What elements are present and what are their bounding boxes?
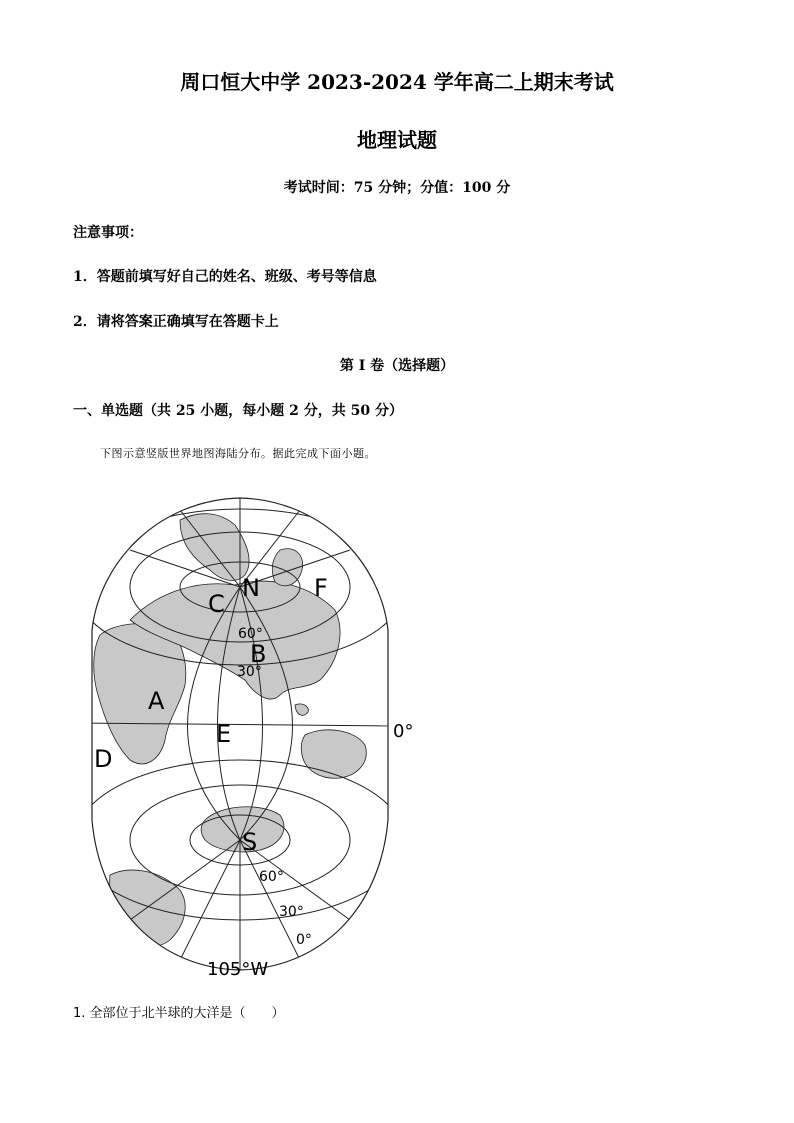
- land-indonesia: [295, 704, 308, 715]
- lat-30-north-label: 30°: [237, 664, 262, 680]
- exam-info: 考试时间：75 分钟；分值：100 分: [283, 180, 511, 196]
- map-label-b: B: [250, 640, 267, 668]
- map-label-e: E: [216, 720, 232, 748]
- notes-heading: 注意事项：: [73, 225, 143, 241]
- land-australia: [301, 730, 366, 778]
- map-label-a: A: [148, 687, 165, 715]
- map-label-d: D: [94, 745, 113, 773]
- question-1: 1. 全部位于北半球的大洋是（ ）: [73, 1006, 285, 1021]
- note-item: 1．答题前填写好自己的姓名、班级、考号等信息: [73, 269, 377, 285]
- map-label-c: C: [208, 590, 225, 618]
- lat-60-south-label: 60°: [259, 869, 284, 885]
- world-map-figure: [70, 490, 414, 980]
- note-item: 2．请将答案正确填写在答题卡上: [73, 314, 279, 330]
- subject-title: 地理试题: [357, 128, 437, 152]
- part-title: 第 I 卷（选择题）: [339, 358, 455, 374]
- map-label-n: N: [242, 574, 260, 602]
- section-title: 一、单选题（共 25 小题，每小题 2 分，共 50 分）: [73, 403, 403, 419]
- exam-title: 周口恒大中学 2023-2024 学年高二上期末考试: [180, 70, 614, 94]
- land-south-america: [110, 870, 186, 946]
- lat-60-north-label: 60°: [238, 626, 263, 642]
- map-label-f: F: [314, 574, 328, 602]
- land-africa: [94, 624, 186, 764]
- equator-label: 0°: [393, 721, 414, 742]
- lat-30-south-label: 30°: [279, 904, 304, 920]
- meridian-105w-label: 105°W: [207, 959, 269, 980]
- lat-0-south-label: 0°: [296, 932, 312, 948]
- question-intro: 下图示意竖版世界地图海陆分布。据此完成下面小题。: [100, 447, 376, 460]
- map-label-s: S: [242, 828, 258, 856]
